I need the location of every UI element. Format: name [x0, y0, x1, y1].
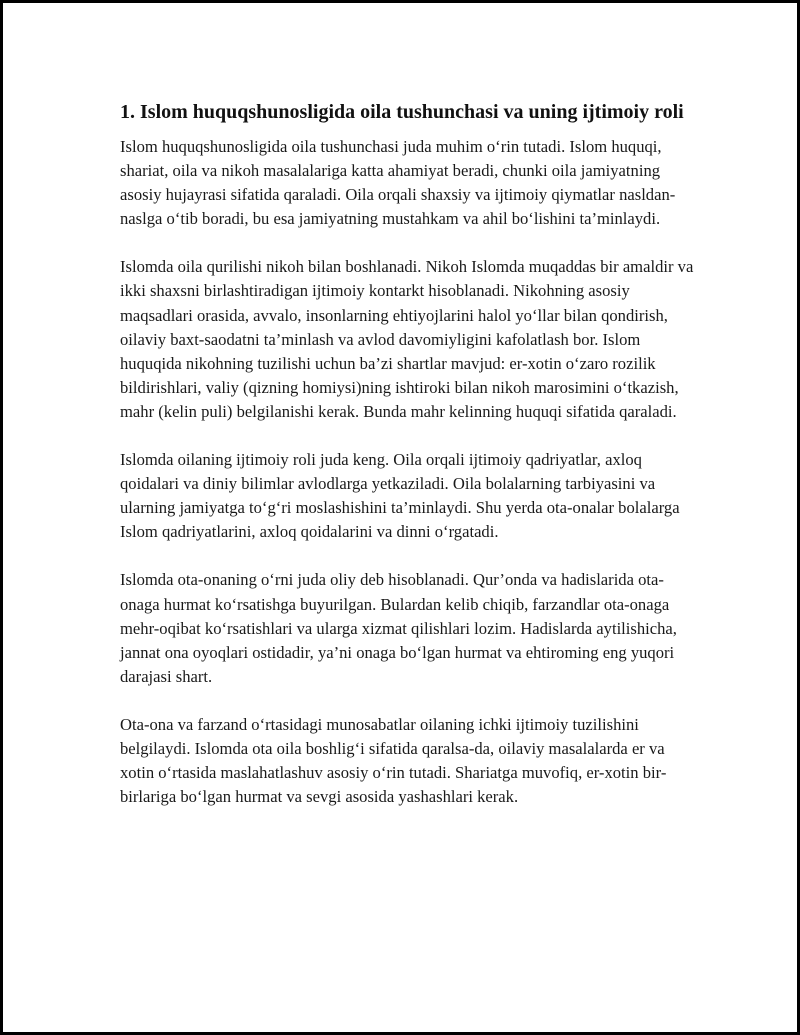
paragraph-parents: Islomda ota-onaning o‘rni juda oliy deb hisoblanadi. Qur’onda va hadislarida ota-onaga hurmat ko‘rsatishga buyurilgan. Bulardan kelib chiqib, farzandlar ota-onaga mehr-oqibat ko‘rsatishlari va ularga xizmat qilishlari lozim. Hadislarda aytilishicha, jannat ona oyoqlari ostidadir, ya’ni onaga bo‘lgan hurmat va ehtiroming eng yuqori darajasi shart.: [120, 570, 677, 686]
section-heading: 1. Islom huquqshunosligida oila tushunchasi va uning ijtimoiy roli: [120, 101, 684, 123]
paragraph-social-role: Islomda oilaning ijtimoiy roli juda keng. Oila orqali ijtimoiy qadriyatlar, axloq qoidalari va diniy bilimlar avlodlarga yetkaziladi. Oila bolalarning tarbiyasini va ularning jamiyatga to‘g‘ri moslashishini ta’minlaydi. Shu yerda ota-onalar bolalarga Islom qadriyatlarini, axloq qoidalarini va dinni o‘rgatadi.: [120, 450, 680, 542]
document-body: [120, 98, 700, 833]
paragraph-relations: Ota-ona va farzand o‘rtasidagi munosabatlar oilaning ichki ijtimoiy tuzilishini belgilaydi. Islomda ota oila boshlig‘i sifatida qaralsa-da, oilaviy masalalarda er va xotin o‘rtasida maslahatlashuv asosiy o‘rin tutadi. Shariatga muvofiq, er-xotin bir-birlariga bo‘lgan hurmat va sevgi asosida yashashlari kerak.: [120, 714, 667, 807]
paragraph-nikoh: Islomda oila qurilishi nikoh bilan boshlanadi. Nikoh Islomda muqaddas bir amaldir va ikki shaxsni birlashtiradigan ijtimoiy kontarkt hisoblanadi. Nikohning asosiy maqsadlari orasida, avvalo, insonlarning ehtiyojlarini halol yo‘llar bilan qondirish, oilaviy baxt-saodatni ta’minlash va avlod davomiyligini kafolatlash bor. Islom huquqida nikohning tuzilishi uchun ba’zi shartlar mavjud: er-xotin o‘zaro rozilik bildirishlari, valiy (qizning homiysi)ning ishtiroki bilan nikoh marosimini o‘tkazish, mahr (kelin puli) belgilanishi kerak. Bunda mahr kelinning huquqi sifatida qaraladi.: [120, 257, 694, 421]
paragraph-intro: Islom huquqshunosligida oila tushunchasi juda muhim o‘rin tutadi. Islom huquqi, shariat, oila va nikoh masalalariga katta ahamiyat beradi, chunki oila jamiyatning asosiy hujayrasi sifatida qaraladi. Oila orqali shaxsiy va ijtimoiy qiymatlar nasldan-naslga o‘tib boradi, bu esa jamiyatning mustahkam va ahil bo‘lishini ta’minlaydi.: [120, 137, 676, 229]
